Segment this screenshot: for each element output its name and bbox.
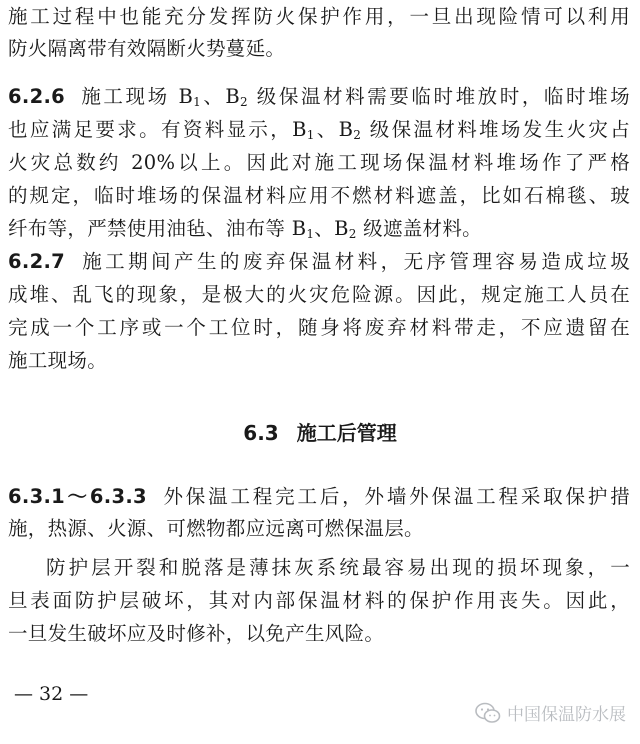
watermark-text: 中国保温防水展 [507, 705, 626, 725]
clause-number: 6.2.7 [8, 250, 66, 273]
paragraph-line: 一旦发生破坏应及时修补，以免产生风险。 [8, 622, 385, 645]
clause-6-2-6-line: 6.2.6 施工现场 $B_1$、$B_2$ 级保温材料需要临时堆放时，临时堆场 [8, 85, 630, 109]
clause-6-2-6-line: 纤布等，严禁使用油毡、油布等 $B_1$、$B_2$ 级遮盖材料。 [8, 217, 482, 241]
clause-6-2-6-line: 火灾总数约 20%以上。因此对施工现场保温材料堆场作了严格 [8, 151, 630, 174]
paragraph-line: 旦表面防护层破坏，其对内部保温材料的保护作用丧失。因此， [8, 589, 630, 612]
paragraph-line: 防护层开裂和脱落是薄抹灰系统最容易出现的损坏现象，一 [46, 556, 630, 579]
clause-6-2-6-line: 也应满足要求。有资料显示，$B_1$、$B_2$ 级保温材料堆场发生火灾占 [8, 118, 630, 142]
clause-6-2-7-line: 6.2.7 施工期间产生的废弃保温材料，无序管理容易造成垃圾 [8, 250, 630, 273]
clause-6-3-1-line: 6.3.1～6.3.3 外保温工程完工后，外墙外保温工程采取保护措 [8, 485, 630, 508]
clause-6-2-7-line: 施工现场。 [8, 349, 108, 372]
clause-number: 6.2.6 [8, 85, 66, 108]
clause-6-2-7-line: 成堆、乱飞的现象，是极大的火灾危险源。因此，规定施工人员在 [8, 283, 630, 306]
paragraph-line: 施工过程中也能充分发挥防火保护作用，一旦出现险情可以利用 [8, 5, 630, 28]
section-heading: 6.3 施工后管理 [243, 421, 397, 445]
clause-number: 6.3.1～6.3.3 [8, 485, 147, 508]
clause-6-3-1-line: 施，热源、火源、可燃物都应远离可燃保温层。 [8, 517, 424, 540]
wechat-icon [475, 702, 501, 724]
clause-6-2-7-line: 完成一个工序或一个工位时，随身将废弃材料带走，不应遗留在 [8, 316, 630, 339]
clause-6-2-6-line: 的规定，临时堆场的保温材料应用不燃材料遮盖，比如石棉毯、玻 [8, 184, 630, 207]
page-number: — 32 — [14, 683, 89, 705]
paragraph-line: 防火隔离带有效隔断火势蔓延。 [8, 37, 286, 60]
watermark [475, 700, 626, 725]
